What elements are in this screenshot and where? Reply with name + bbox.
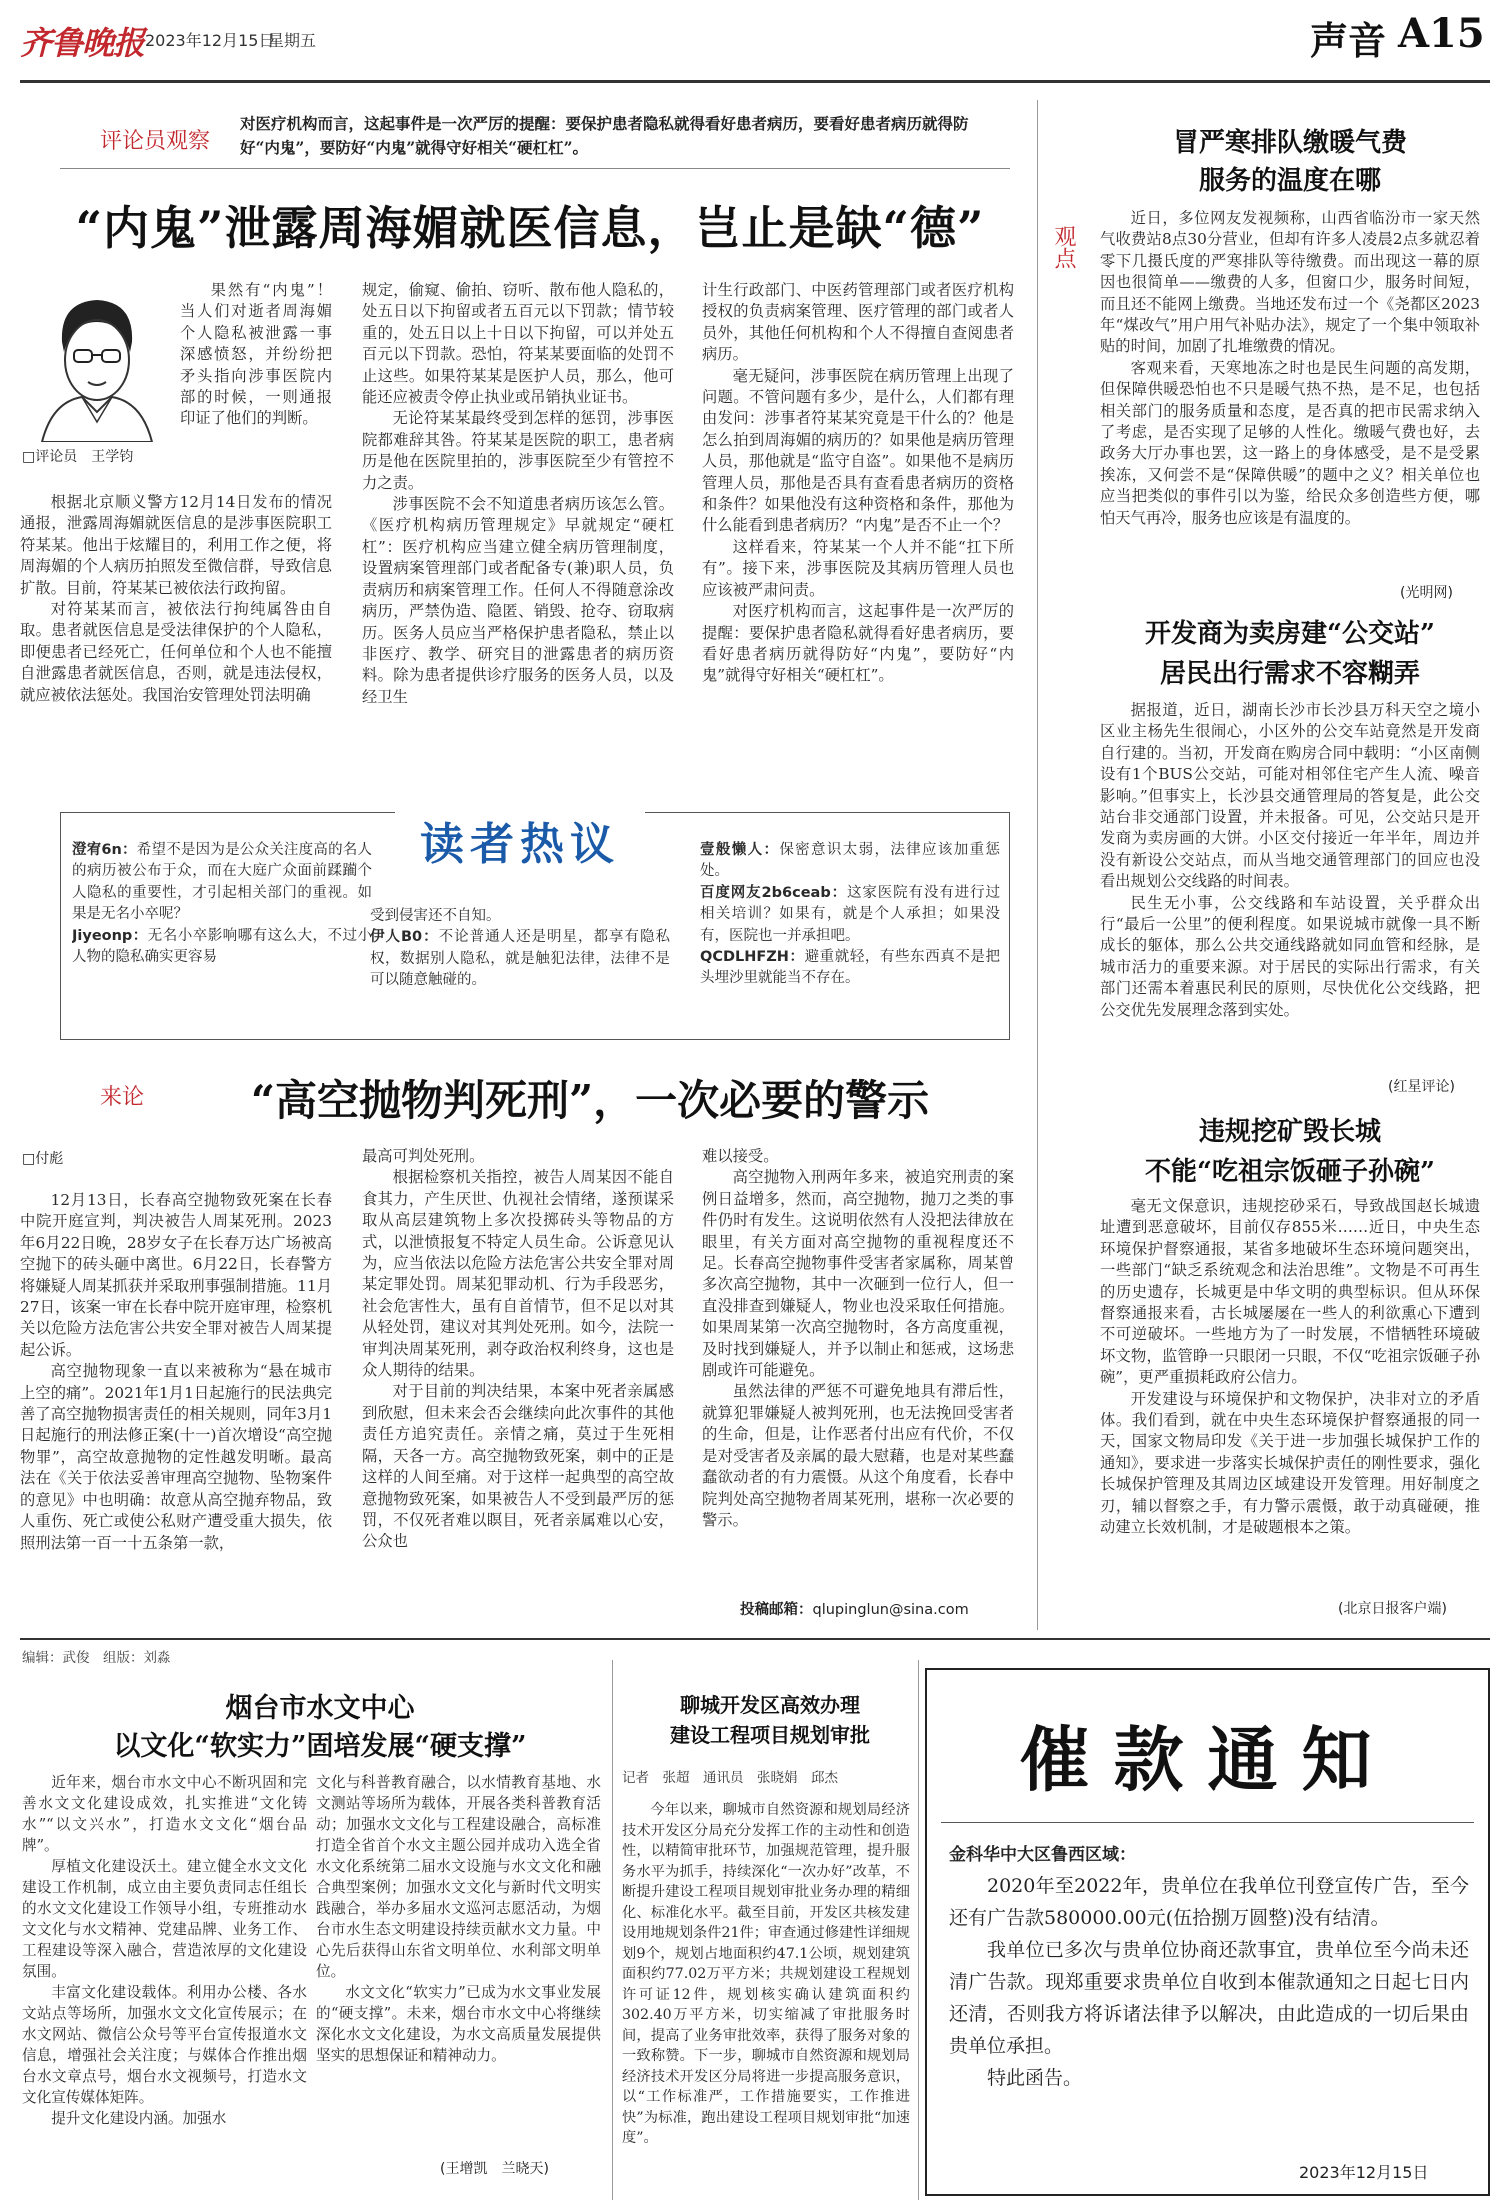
reader-comment: [72, 926, 372, 969]
reader-name: 百度网友2b6ceab：: [700, 884, 847, 901]
paragraph: 客观来看，天寒地冻之时也是民生问题的高发期，但保障供暖恐怕也不只是暖气热不热，是不足，也包括相关部门的服务质量和态度，是否真的把市民需求纳入了考虑，是否实现了足够的人性化。缴暖气费也好，去政务大厅办事也罢，这一路上的身体感受，是不是受累挨冻，又何尝不是“保障供暖”的题中之义？相关单位也应当把类似的事件引以为鉴，给民众多创造些方便，哪怕天气再冷，服务也应该是有温度的。: [1100, 358, 1480, 527]
paragraph: 高空抛物入刑两年多来，被追究刑责的案例日益增多，然而，高空抛物，抛刀之类的事件仍时有发生。这说明依然有人没把法律放在眼里，有关方面对高空抛物的重视程度还不足。长春高空抛物事件受害者家属称，周某曾多次高空抛物，其中一次砸到一位行人，但一直没排查到嫌疑人，物业也没采取任何措施。如果周某第一次高空抛物时，各方高度重视，及时找到嫌疑人，并予以制止和惩戒，这场悲剧或许可能避免。: [702, 1168, 1014, 1380]
paragraph: 对于目前的判决结果，本案中死者亲属感到欣慰，但未来会否会继续向此次事件的其他责任方追究责任。亲情之痛，莫过于生死相隔，天各一方。高空抛物致死案，刺中的正是这样的人间至痛。对于这样一起典型的高空故意抛物致死案，如果被告人不受到最严厉的惩罚，不仅死者难以瞑目，死者亲属难以心安，公众也: [362, 1382, 674, 1551]
sidebar-article-3: [1100, 1196, 1480, 1612]
main-col3: [702, 280, 1014, 792]
second-col3: [702, 1146, 1014, 1596]
paragraph: 提升文化建设内涵。加强水: [51, 2110, 227, 2127]
main-col1-top: [180, 280, 332, 476]
payment-notice: [925, 1668, 1490, 2196]
column-tag: 评论员观察: [100, 129, 211, 154]
ad-divider: [612, 1660, 613, 2200]
paragraph: 近年来，烟台市水文中心不断巩固和完善水文文化建设成效，扎实推进“文化铸水”“以文兴水”，打造水文文化“烟台品牌”。: [22, 1774, 307, 1854]
sidebar-title-line: 服务的温度在哪: [1198, 166, 1381, 196]
second-headline: “高空抛物判死刑”，一次必要的警示: [250, 1076, 930, 1125]
ad-title-line: 烟台市水文中心: [225, 1693, 415, 1724]
paragraph: 涉事医院不会不知道患者病历该怎么管。《医疗机构病历管理规定》早就规定“硬杠杠”：医疗机构应当建立健全病历管理制度，设置病案管理部门或者配备专(兼)职人员，负责病历和病案管理工作。任何人不得随意涂改病历，严禁伪造、隐匿、销毁、抢夺、窃取病历。医务人员应当严格保护患者隐私，禁止以非医疗、教学、研究目的泄露患者的病历资料。除为患者提供诊疗服务的医务人员，以及经卫生: [362, 495, 674, 706]
readers-col3: [700, 840, 1000, 1032]
ad-signature: (王增凯 兰晓天): [440, 2161, 549, 2177]
page-number: A15: [1398, 10, 1485, 57]
main-headline: “内鬼”泄露周海媚就医信息，岂止是缺“德”: [75, 201, 985, 255]
reader-name: 壹般懒人：: [700, 842, 780, 858]
issue-weekday: 星期五: [268, 31, 317, 50]
paragraph: 开发建设与环境保护和文物保护，决非对立的矛盾体。我们看到，就在中央生态环境保护督察通报的同一天，国家文物局印发《关于进一步加强长城保护工作的通知》，要求进一步落实长城保护责任的刚性要求，强化长城保护管理及其周边区域建设开发管理。用好制度之刃，辅以督察之手，有力警示震慑，敢于动真碰硬，推动建立长效机制，才是破题根本之策。: [1100, 1389, 1480, 1537]
reader-text: 受到侵害还不自知。: [370, 908, 501, 924]
ad1-col2: [316, 1772, 601, 2152]
paragraph: 厚植文化建设沃土。建立健全水文文化建设工作机制，成立由主要负责同志任组长的水文文化建设工作领导小组，专班推动水文文化与水文精神、党建品牌、业务工作、工程建设等深入融合，营造浓厚的文化建设氛围。: [22, 1858, 307, 1980]
paragraph: 对医疗机构而言，这起事件是一次严厉的提醒：要保护患者隐私就得看好患者病历，要看好患者病历就得防好“内鬼”，要防好“内鬼”就得守好相关“硬杠杠”。: [702, 602, 1014, 685]
reader-text: 保密意识太弱，法律应该加重惩处。: [700, 842, 1000, 880]
notice-rule: [941, 1822, 1474, 1823]
ad2-body: [622, 1800, 910, 2196]
main-col1: [20, 492, 332, 792]
paragraph: 毫无文保意识，违规挖砂采石，导致战国赵长城遗址遭到恶意破坏，目前仅存855米……近日，中央生态环境保护督察通报，某省多地破坏生态环境问题突出，一些部门“缺乏系统观念和法治思维”。文物是不可再生的历史遗存，长城更是中华文明的典型标识。但从环保督察通报来看，古长城屡屡在一些人的利欲熏心下遭到不可逆破坏。一些地方为了一时发展，不惜牺牲环境破坏文物，监管睁一只眼闭一只眼，不仅“吃祖宗饭砸子孙碗”，更严重损耗政府公信力。: [1100, 1197, 1480, 1387]
sidebar-title-line: 开发商为卖房建“公交站”: [1145, 619, 1435, 649]
source: (北京日报客户端): [1338, 1601, 1447, 1617]
ad-title-line: 聊城开发区高效办理: [680, 1693, 860, 1717]
sidebar-title-line: 居民出行需求不容糊弄: [1159, 659, 1420, 689]
sidebar-title-line: 不能“吃祖宗饭砸子孙碗”: [1145, 1157, 1435, 1187]
reader-text: 无名小卒影响哪有这么大，不过小人物的隐私确实更容易: [72, 927, 372, 966]
ad1-col1: [22, 1772, 307, 2190]
masthead-rule: [20, 80, 1490, 83]
notice-date: 2023年12月15日: [1299, 2163, 1429, 2182]
readers-title: 读者热议: [395, 812, 645, 878]
author-byline: □评论员 王学钧: [22, 449, 134, 465]
paragraph: 文化与科普教育融合，以水情教育基地、水文测站等场所为载体，开展各类科普教育活动；加强水文文化与工程建设融合，高标准打造全省首个水文主题公园并成功入选全省水文化系统第二届水文设施与水文文化和融合典型案例；加强水文文化与新时代文明实践融合，举办多届水文巡河志愿活动，为烟台市水生态文明建设持续贡献水文力量。中心先后获得山东省文明单位、水利部文明单位。: [316, 1774, 601, 1980]
ad-title-line: 以文化“软实力”固培发展“硬支撑”: [113, 1731, 527, 1762]
paragraph: 根据北京顺义警方12月14日发布的情况通报，泄露周海媚就医信息的是涉事医院职工符某某。他出于炫耀目的，利用工作之便，将周海媚的个人病历拍照发至微信群，导致信息扩散。目前，符某某已被依法行政拘留。: [20, 493, 332, 597]
email-label: 投稿邮箱：: [740, 1602, 813, 1618]
ad-divider: [918, 1660, 919, 2200]
paragraph: 毫无疑问，涉事医院在病历管理上出现了问题。不管问题有多少，是什么，人们都有理由发问：涉事者符某某究竟是干什么的？他是怎么拍到周海媚的病历的？如果他是病历管理人员，那他就是“监守自盗”。如果他不是病历管理人员，那他是否具有查看患者病历的资格和条件？如果他没有这种资格和条件，那他为什么能看到患者病历？“内鬼”是否不止一个？: [702, 366, 1014, 535]
sidebar-title: [1100, 124, 1480, 200]
ad-title: [40, 1690, 600, 1766]
paragraph: 我单位已多次与贵单位协商还款事宜，贵单位至今尚未还清广告款。现郑重要求贵单位自收到本催款通知之日起七日内还清，否则我方将诉诸法律予以解决，由此造成的一切后果由贵单位承担。: [949, 1939, 1469, 2057]
paragraph: 果然有“内鬼”！当人们对逝者周海媚个人隐私被泄露一事深感愤怒，并纷纷把矛头指向涉事医院内部的时候，一则通报印证了他们的判断。: [180, 281, 332, 428]
paragraph: 虽然法律的严惩不可避免地具有滞后性，就算犯罪嫌疑人被判死刑，也无法挽回受害者的生命，但是，让作恶者付出应有代价，不仅是对受害者及亲属的最大慰藉，也是对某些蠢蠢欲动者的有力震慑。从这个角度看，长春中院判处高空抛物者周某死刑，堪称一次必要的警示。: [702, 1382, 1014, 1529]
paragraph: 对符某某而言，被依法行拘纯属咎由自取。患者就医信息是受法律保护的个人隐私，即便患者已经死亡，任何单位和个人也不能擅自泄露患者就医信息，否则，就是违法侵权，就应被依法惩处。我国治安管理处罚法明确: [20, 600, 332, 704]
section-name: 声音: [1310, 18, 1387, 63]
paragraph: 近日，多位网友发视频称，山西省临汾市一家天然气收费站8点30分营业，但却有许多人凌晨2点多就忍着零下几摄氏度的严寒排队等待缴费。而出现这一幕的原因也很简单——缴费的人多，但窗口少，服务时间短，而且还不能网上缴费。当地还发布过一个《尧都区2023年“煤改气”用户用气补贴办法》，规定了一个集中领取补贴的时间，加剧了扎堆缴费的情况。: [1100, 209, 1480, 356]
column-divider: [1037, 100, 1038, 1630]
logo: 齐鲁晚报: [20, 24, 145, 62]
sidebar-title-line: 违规挖矿毁长城: [1198, 1117, 1381, 1147]
paragraph: 特此函告。: [987, 2067, 1083, 2089]
readers-col2: [370, 906, 670, 1032]
paragraph: 12月13日，长春高空抛物致死案在长春中院开庭宣判，判决被告人周某死刑。2023年6月22日晚，28岁女子在长春万达广场被高空抛下的砖头砸中离世。6月22日，长春警方将嫌疑人周某抓获并采取刑事强制措施。11月27日，该案一审在长春中院开庭审理，检察机关以危险方法危害公共安全罪对被告人周某提起公诉。: [20, 1191, 332, 1359]
reader-name: Jiyeonp：: [72, 927, 148, 944]
sidebar-article-1: [1100, 208, 1480, 592]
reader-comment: [700, 840, 1000, 883]
sidebar-article-2: [1100, 700, 1480, 1084]
second-col1: [20, 1190, 332, 1620]
reader-comment: [700, 883, 1000, 947]
reader-text: 避重就轻，有些东西真不是把头埋沙里就能当不存在。: [700, 949, 1000, 987]
paragraph: 民生无小事，公交线路和车站设置，关乎群众出行“最后一公里”的便利程度。如果说城市就像一具不断成长的躯体，那么公共交通线路就如同血管和经脉，是城市活力的重要来源。对于居民的实际出行需求，有关部门还需本着惠民利民的原则，尽快优化公交线路，把公交优先发展理念落到实处。: [1100, 893, 1480, 1019]
submission-email: [740, 1598, 969, 1619]
sidebar-title: [1100, 1112, 1480, 1192]
notice-body: [949, 1870, 1469, 2094]
reader-name: 澄宥6n：: [72, 842, 137, 858]
paragraph: 根据检察机关指控，被告人周某因不能自食其力，产生厌世、仇视社会情绪，遂预谋采取从高层建筑物上多次投掷砖头等物品的方式，以泄愤报复不特定人员生命。公诉意见认为，应当依法以危险方法危害公共安全罪对周某定罪处罚。周某犯罪动机、行为手段恶劣，社会危害性大，虽有自首情节，但不足以对其从轻处罚，建议对其判处死刑。如今，法院一审判决周某死刑，剥夺政治权利终身，这也是众人期待的结果。: [362, 1168, 674, 1380]
masthead: [20, 0, 1490, 82]
reader-comment: [72, 840, 372, 926]
second-byline: □付彪: [22, 1151, 64, 1167]
reader-name: 伊人B0：: [370, 929, 439, 946]
paragraph: 这样看来，符某某一个人并不能“扛下所有”。接下来，涉事医院及其病历管理人员也应该被严肃问责。: [702, 537, 1014, 599]
paragraph: 丰富文化建设载体。利用办公楼、各水文站点等场所，加强水文文化宣传展示；在水文网站、微信公众号等平台宣传报道水文信息，增强社会关注度；与媒体合作推出烟台水文章点号，烟台水文视频号，打造水文文化宣传媒体矩阵。: [22, 1984, 307, 2106]
source: (红星评论): [1388, 1079, 1455, 1095]
main-col2: [362, 280, 674, 792]
ad-credits: 记者 张超 通讯员 张晓娟 邱杰: [622, 1770, 838, 1786]
notice-addressee: 金科华中大区鲁西区域：: [949, 1845, 1136, 1865]
reader-comment: [700, 947, 1000, 990]
reader-text: 不论普通人还是明星，都享有隐私权，数据别人隐私，就是触犯法律，法律不是可以随意触碰的。: [370, 929, 670, 989]
paragraph: 据报道，近日，湖南长沙市长沙县万科天空之境小区业主杨先生很闹心，小区外的公交车站竟然是开发商自行建的。当初，开发商在购房合同中载明：“小区南侧设有1个BUS公交站，可能对相邻住宅产生人流、噪音影响。”但事实上，长沙县交通管理局的答复是，此公交站台非交通部门设置，并未报备。可见，公交站只是开发商为卖房画的大饼。小区交付接近一年半年，周边并没有新设公交站点，而从当地交通管理部门的回应也没看出规划公交线路的时间表。: [1100, 701, 1480, 891]
notice-title: 催款通知: [1019, 1718, 1396, 1801]
deck-rule: [60, 168, 1010, 169]
paragraph: 高空抛物现象一直以来被称为“悬在城市上空的痛”。2021年1月1日起施行的民法典完善了高空抛物损害责任的相关规则，同年3月1日起施行的刑法修正案(十一)首次增设“高空抛物罪”，高空故意抛物的定性越发明晰。最高法在《关于依法妥善审理高空抛物、坠物案件的意见》中也明确：故意从高空抛弃物品，致人重伤、死亡或使公私财产遭受重大损失，依照刑法第一百一十五条第一款，: [20, 1362, 332, 1552]
ad-title-line: 建设工程项目规划审批: [670, 1723, 870, 1747]
column-tag: 来论: [100, 1085, 145, 1110]
readers-col1: [72, 840, 372, 1030]
footer-rule: [20, 1638, 1490, 1640]
editors: 编辑：武俊 组版：刘淼: [22, 1650, 171, 1666]
sidebar-title-line: 冒严寒排队缴暖气费: [1172, 128, 1407, 158]
paragraph: 难以接受。: [702, 1147, 779, 1165]
ad-title: [620, 1690, 920, 1750]
sidebar-label: 观点: [1051, 225, 1076, 269]
reader-text: 这家医院有没有进行过相关培训？如果有，就是个人承担；如果没有，医院也一并承担吧。: [700, 884, 1000, 944]
paragraph: 规定，偷窥、偷拍、窃听、散布他人隐私的，处五日以下拘留或者五百元以下罚款；情节较重的，处五日以上十日以下拘留，可以并处五百元以下罚款。恐怕，符某某要面临的处罚不止这些。如果符某某是医护人员，那么，他可能还应被责令停止执业或吊销执业证书。: [362, 281, 674, 407]
paragraph: 无论符某某最终受到怎样的惩罚，涉事医院都难辞其咎。符某某是医院的职工，患者病历是他在医院里拍的，涉事医院至少有管控不力之责。: [362, 409, 674, 492]
issue-date: 2023年12月15日: [145, 31, 275, 50]
paragraph: 今年以来，聊城市自然资源和规划局经济技术开发区分局充分发挥工作的主动性和创造性，以精简审批环节，加强规范管理，提升服务水平为抓手，持续深化“一次办好”改革，不断提升建设工程项目规划审批业务办理的精细化、标准化水平。截至目前，开发区共核发建设用地规划条件21件；审查通过修建性详细规划9个，规划占地面积约47.1公顷，规划建筑面积约77.02万平方米；共规划建设工程规划许可证12件，规划核实确认建筑面积约302.40万平方米，切实缩减了审批服务时间，提高了业务审批效率，获得了服务对象的一致称赞。下一步，聊城市自然资源和规划局经济技术开发区分局将进一步提高服务意识，以“工作标准严，工作措施要实，工作推进快”为标准，跑出建设工程项目规划审批“加速度”。: [622, 1802, 910, 2146]
paragraph: 水文文化“软实力”已成为水文事业发展的“硬支撑”。未来，烟台市水文中心将继续深化水文文化建设，为水文高质量发展提供坚实的思想保证和精神动力。: [316, 1984, 601, 2064]
reader-comment: [370, 906, 670, 927]
second-col2: [362, 1146, 674, 1620]
sidebar-title: [1100, 614, 1480, 694]
paragraph: 2020年至2022年，贵单位在我单位刊登宣传广告，至今还有广告款580000.00元(伍拾捌万圆整)没有结清。: [949, 1875, 1469, 1929]
paragraph: 最高可判处死刑。: [362, 1147, 485, 1165]
reader-name: QCDLHFZH：: [700, 949, 805, 966]
reader-text: 希望不是因为是公众关注度高的名人的病历被公布于众，而在大庭广众面前蹂躏个人隐私的重要性，才引起相关部门的重视。如果是无名小卒呢？: [72, 842, 372, 923]
author-portrait: [22, 282, 172, 442]
reader-comment: [370, 927, 670, 991]
email-address[interactable]: qlupinglun@sina.com: [812, 1602, 969, 1618]
article-deck: 对医疗机构而言，这起事件是一次严厉的提醒：要保护患者隐私就得看好患者病历，要看好患者病历就得防好“内鬼”，要防好“内鬼”就得守好相关“硬杠杠”。: [240, 114, 969, 157]
source: (光明网): [1400, 585, 1453, 601]
paragraph: 计生行政部门、中医药管理部门或者医疗机构授权的负责病案管理、医疗管理的部门或者人员外，其他任何机构和个人不得擅自查阅患者病历。: [702, 281, 1014, 364]
